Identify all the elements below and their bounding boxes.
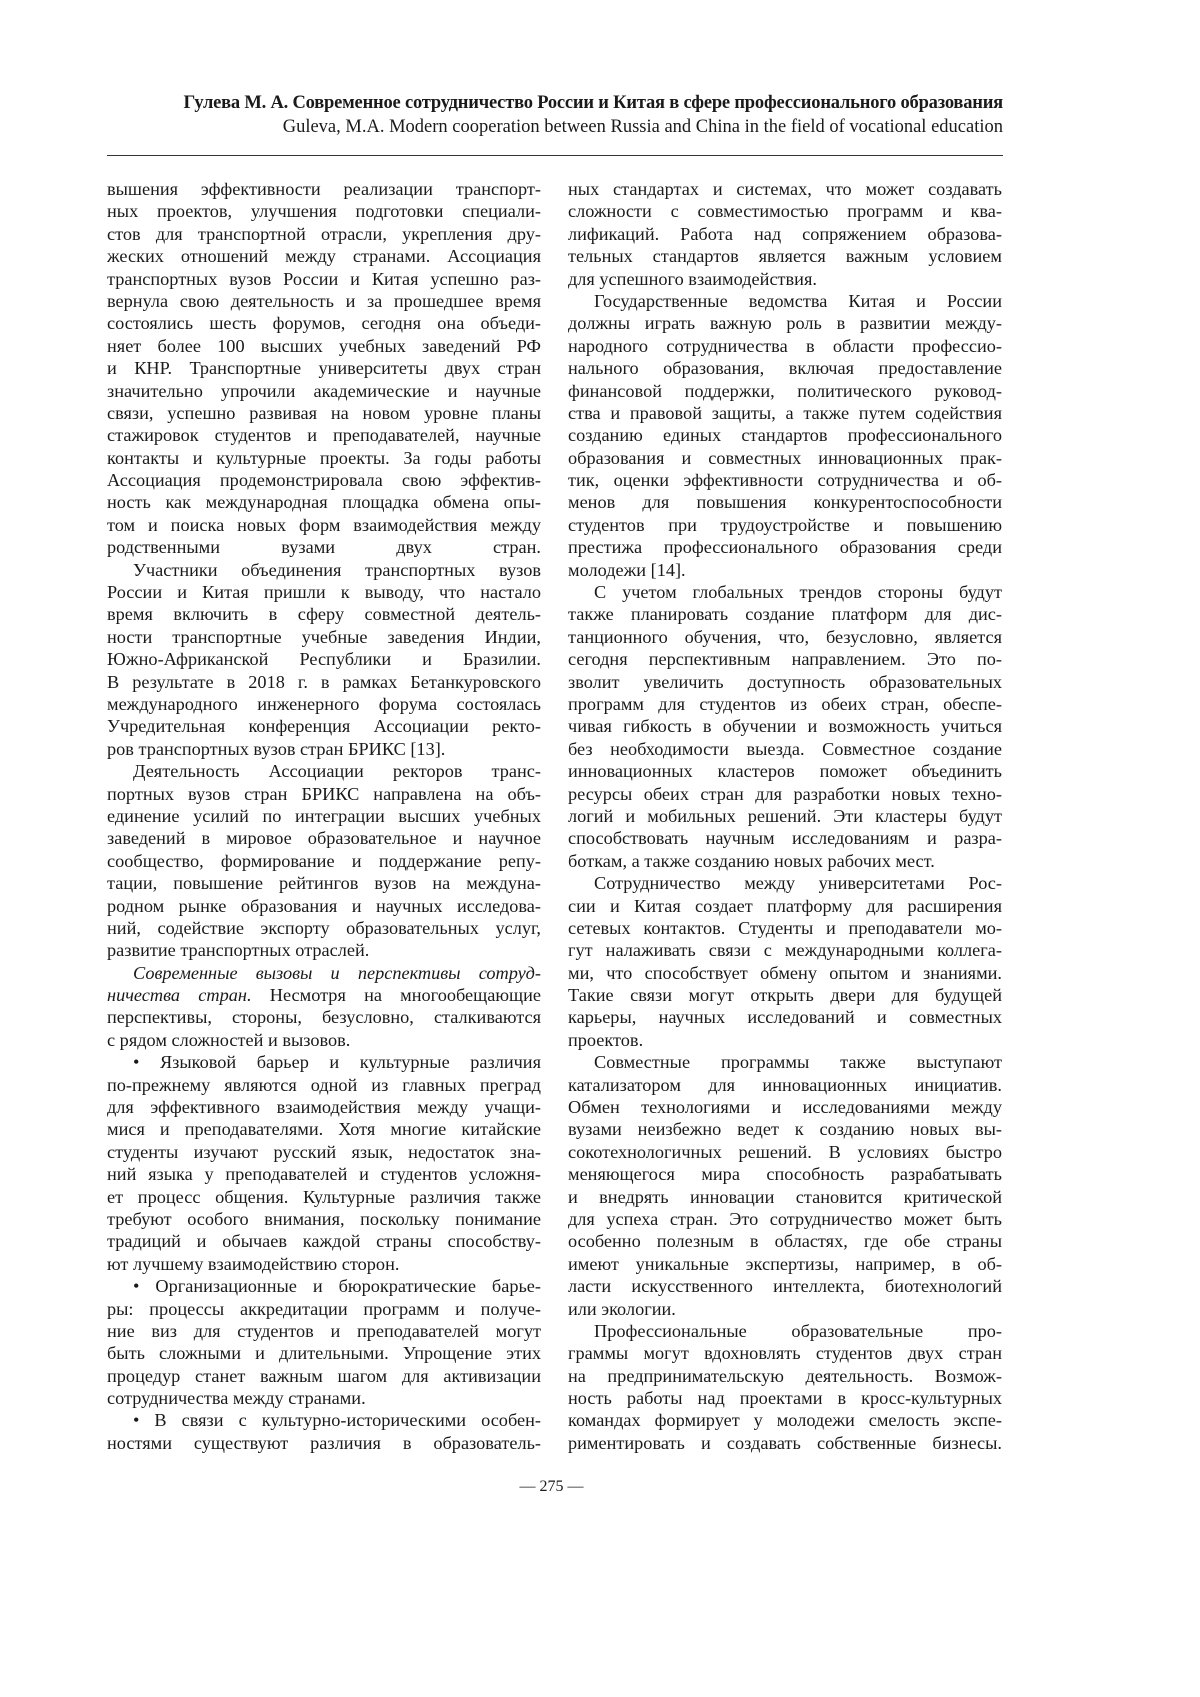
paragraph bbox=[568, 581, 1002, 872]
paragraph bbox=[568, 290, 1002, 581]
text-line: боткам, а также созданию новых рабочих мест. bbox=[568, 850, 1002, 872]
text-line: сетевых контактов. Студенты и преподаватели мо- bbox=[568, 917, 1002, 939]
text-line: инновационных кластеров поможет объединить bbox=[568, 760, 1002, 782]
text-line: ресурсы обеих стран для разработки новых техно- bbox=[568, 783, 1002, 805]
text-line: созданию единых стандартов профессионального bbox=[568, 424, 1002, 446]
text-span: Несмотря на многообещающие bbox=[252, 985, 541, 1005]
text-line: ностями существуют различия в образователь- bbox=[107, 1432, 541, 1454]
text-line: развитие транспортных отраслей. bbox=[107, 939, 541, 961]
text-line: для эффективного взаимодействия между учащи- bbox=[107, 1096, 541, 1118]
text-column-right bbox=[568, 178, 1002, 1454]
text-line: проектов. bbox=[568, 1029, 1002, 1051]
text-line: на предпринимательскую деятельность. Возмож- bbox=[568, 1365, 1002, 1387]
text-line: сложности с совместимостью программ и ква- bbox=[568, 200, 1002, 222]
paragraph bbox=[107, 1051, 541, 1275]
text-line: риментировать и создавать собственные бизнесы. bbox=[568, 1432, 1002, 1454]
text-line: гут налаживать связи с международными коллега- bbox=[568, 939, 1002, 961]
text-line: для успешного взаимодействия. bbox=[568, 268, 1002, 290]
text-line: Такие связи могут открыть двери для будущей bbox=[568, 984, 1002, 1006]
text-line: финансовой поддержки, политического руковод- bbox=[568, 380, 1002, 402]
text-line: том и поиска новых форм взаимодействия между bbox=[107, 514, 541, 536]
text-line: Обмен технологиями и исследованиями между bbox=[568, 1096, 1002, 1118]
text-line: ность как международная площадка обмена опы- bbox=[107, 491, 541, 513]
text-line: ет процесс общения. Культурные различия также bbox=[107, 1186, 541, 1208]
text-line: народного сотрудничества в области профессио- bbox=[568, 335, 1002, 357]
text-line: ных проектов, улучшения подготовки специали- bbox=[107, 200, 541, 222]
text-line: чивая гибкость в обучении и возможность учиться bbox=[568, 715, 1002, 737]
text-line: командах формирует у молодежи смелость экспе- bbox=[568, 1409, 1002, 1431]
page-number: — 275 — bbox=[0, 1478, 1103, 1496]
text-line: • Организационные и бюрократические барье- bbox=[107, 1275, 541, 1297]
italic-subheading: Современные вызовы и перспективы сотруд- bbox=[133, 963, 541, 983]
text-line: сии и Китая создает платформу для расширения bbox=[568, 895, 1002, 917]
text-line: процедур станет важным шагом для активизации bbox=[107, 1365, 541, 1387]
paragraph bbox=[107, 559, 541, 761]
text-line bbox=[107, 984, 541, 1006]
text-line: и КНР. Транспортные университеты двух стран bbox=[107, 357, 541, 379]
text-line: Учредительная конференция Ассоциации ректо- bbox=[107, 715, 541, 737]
text-line: ласти искусственного интеллекта, биотехнологий bbox=[568, 1275, 1002, 1297]
text-line: международного инженерного форума состоялась bbox=[107, 693, 541, 715]
italic-subheading: ничества стран. bbox=[107, 985, 252, 1005]
paragraph bbox=[107, 1275, 541, 1409]
text-line: ры: процессы аккредитации программ и получе- bbox=[107, 1298, 541, 1320]
text-line bbox=[107, 962, 541, 984]
text-line: для успеха стран. Это сотрудничество может быть bbox=[568, 1208, 1002, 1230]
text-line: менов для повышения конкурентоспособности bbox=[568, 491, 1002, 513]
running-header-russian: Гулева М. А. Современное сотрудничество России и Китая в сфере профессионального образования bbox=[107, 93, 1003, 114]
text-line: заведений в мировое образовательное и научное bbox=[107, 827, 541, 849]
text-line: транспортных вузов России и Китая успешно раз- bbox=[107, 268, 541, 290]
text-line: традиций и обычаев каждой страны способству- bbox=[107, 1230, 541, 1252]
text-line: сообщество, формирование и поддержание репу- bbox=[107, 850, 541, 872]
text-line: тельных стандартов является важным условием bbox=[568, 245, 1002, 267]
text-line: ние виз для студентов и преподавателей могут bbox=[107, 1320, 541, 1342]
paragraph bbox=[107, 760, 541, 962]
text-line: ности транспортные учебные заведения Индии, bbox=[107, 626, 541, 648]
text-line: ний языка у преподавателей и студентов усложня- bbox=[107, 1163, 541, 1185]
text-line: Совместные программы также выступают bbox=[568, 1051, 1002, 1073]
text-line: престижа профессионального образования среди bbox=[568, 536, 1002, 558]
text-line: должны играть важную роль в развитии между- bbox=[568, 312, 1002, 334]
text-line: также планировать создание платформ для дис- bbox=[568, 603, 1002, 625]
text-column-left bbox=[107, 178, 541, 1454]
text-line: тации, повышение рейтингов вузов на междуна- bbox=[107, 872, 541, 894]
text-line: родном рынке образования и научных исследова- bbox=[107, 895, 541, 917]
text-line: сотрудничества между странами. bbox=[107, 1387, 541, 1409]
text-line: няет более 100 высших учебных заведений РФ bbox=[107, 335, 541, 357]
text-line: программ для студентов из обеих стран, обеспе- bbox=[568, 693, 1002, 715]
text-line: граммы могут вдохновлять студентов двух стран bbox=[568, 1342, 1002, 1364]
text-line: быть сложными и длительными. Упрощение этих bbox=[107, 1342, 541, 1364]
paragraph bbox=[568, 1320, 1002, 1454]
text-line: логий и мобильных решений. Эти кластеры будут bbox=[568, 805, 1002, 827]
text-line: или экологии. bbox=[568, 1298, 1002, 1320]
paragraph bbox=[568, 1051, 1002, 1320]
text-line: единение усилий по интеграции высших учебных bbox=[107, 805, 541, 827]
text-line: образования и совместных инновационных прак- bbox=[568, 447, 1002, 469]
text-line: зволит увеличить доступность образовательных bbox=[568, 671, 1002, 693]
text-line: мися и преподавателями. Хотя многие китайские bbox=[107, 1118, 541, 1140]
text-line: Южно-Африканской Республики и Бразилии. bbox=[107, 648, 541, 670]
running-header-english: Guleva, M.A. Modern cooperation between Russia and China in the field of vocational education bbox=[107, 117, 1003, 138]
text-line: В результате в 2018 г. в рамках Бетанкуровского bbox=[107, 671, 541, 693]
text-line: сокотехнологичных решений. В условиях быстро bbox=[568, 1141, 1002, 1163]
text-line: перспективы, стороны, безусловно, сталкиваются bbox=[107, 1006, 541, 1028]
text-line: студенты изучают русский язык, недостаток зна- bbox=[107, 1141, 541, 1163]
text-line: портных вузов стран БРИКС направлена на объ- bbox=[107, 783, 541, 805]
text-line: С учетом глобальных трендов стороны будут bbox=[568, 581, 1002, 603]
text-line: ров транспортных вузов стран БРИКС [13]. bbox=[107, 738, 541, 760]
text-line: Государственные ведомства Китая и России bbox=[568, 290, 1002, 312]
text-line: тик, оценки эффективности сотрудничества и об- bbox=[568, 469, 1002, 491]
paragraph bbox=[568, 178, 1002, 290]
text-line: ность работы над проектами в кросс-культурных bbox=[568, 1387, 1002, 1409]
paragraph bbox=[107, 1409, 541, 1454]
header-divider bbox=[107, 155, 1003, 156]
text-line: • Языковой барьер и культурные различия bbox=[107, 1051, 541, 1073]
text-line: родственными вузами двух стран. bbox=[107, 536, 541, 558]
paragraph bbox=[107, 962, 541, 1052]
text-line: • В связи с культурно-историческими особен- bbox=[107, 1409, 541, 1431]
text-line: время включить в сферу совместной деятель- bbox=[107, 603, 541, 625]
text-line: ства и правовой защиты, а также путем содействия bbox=[568, 402, 1002, 424]
text-line: связи, успешно развивая на новом уровне планы bbox=[107, 402, 541, 424]
text-line: меняющегося мира способность разрабатывать bbox=[568, 1163, 1002, 1185]
paragraph bbox=[568, 872, 1002, 1051]
text-line: Деятельность Ассоциации ректоров транс- bbox=[107, 760, 541, 782]
text-line: Участники объединения транспортных вузов bbox=[107, 559, 541, 581]
text-line: студентов при трудоустройстве и повышению bbox=[568, 514, 1002, 536]
text-line: требуют особого внимания, поскольку понимание bbox=[107, 1208, 541, 1230]
text-line: состоялись шесть форумов, сегодня она объеди- bbox=[107, 312, 541, 334]
text-line: и внедрять инновации становится критической bbox=[568, 1186, 1002, 1208]
text-line: значительно упрочили академические и научные bbox=[107, 380, 541, 402]
text-line: России и Китая пришли к выводу, что настало bbox=[107, 581, 541, 603]
text-line: с рядом сложностей и вызовов. bbox=[107, 1029, 541, 1051]
text-line: по-прежнему являются одной из главных преград bbox=[107, 1074, 541, 1096]
text-line: ми, что способствует обмену опытом и знаниями. bbox=[568, 962, 1002, 984]
text-line: способствовать научным исследованиям и разра- bbox=[568, 827, 1002, 849]
text-line: ний, содействие экспорту образовательных услуг, bbox=[107, 917, 541, 939]
text-line: жеских отношений между странами. Ассоциация bbox=[107, 245, 541, 267]
text-line: вышения эффективности реализации транспорт- bbox=[107, 178, 541, 200]
text-line: стажировок студентов и преподавателей, научные bbox=[107, 424, 541, 446]
text-line: ных стандартах и системах, что может создавать bbox=[568, 178, 1002, 200]
paragraph bbox=[107, 178, 541, 559]
text-line: Сотрудничество между университетами Рос- bbox=[568, 872, 1002, 894]
text-line: катализатором для инновационных инициатив. bbox=[568, 1074, 1002, 1096]
text-line: вернула свою деятельность и за прошедшее время bbox=[107, 290, 541, 312]
text-line: ют лучшему взаимодействию сторон. bbox=[107, 1253, 541, 1275]
text-line: стов для транспортной отрасли, укрепления дру- bbox=[107, 223, 541, 245]
text-line: нального образования, включая предоставление bbox=[568, 357, 1002, 379]
text-line: лификаций. Работа над сопряжением образова- bbox=[568, 223, 1002, 245]
text-line: молодежи [14]. bbox=[568, 559, 1002, 581]
text-line: контакты и культурные проекты. За годы работы bbox=[107, 447, 541, 469]
text-line: карьеры, научных исследований и совместных bbox=[568, 1006, 1002, 1028]
text-line: Ассоциация продемонстрировала свою эффектив- bbox=[107, 469, 541, 491]
text-line: танционного обучения, что, безусловно, является bbox=[568, 626, 1002, 648]
text-line: имеют уникальные экспертизы, например, в об- bbox=[568, 1253, 1002, 1275]
text-line: сегодня перспективным направлением. Это по- bbox=[568, 648, 1002, 670]
text-line: особенно полезным в областях, где обе страны bbox=[568, 1230, 1002, 1252]
text-line: без необходимости выезда. Совместное создание bbox=[568, 738, 1002, 760]
text-line: вузами неизбежно ведет к созданию новых вы- bbox=[568, 1118, 1002, 1140]
text-line: Профессиональные образовательные про- bbox=[568, 1320, 1002, 1342]
